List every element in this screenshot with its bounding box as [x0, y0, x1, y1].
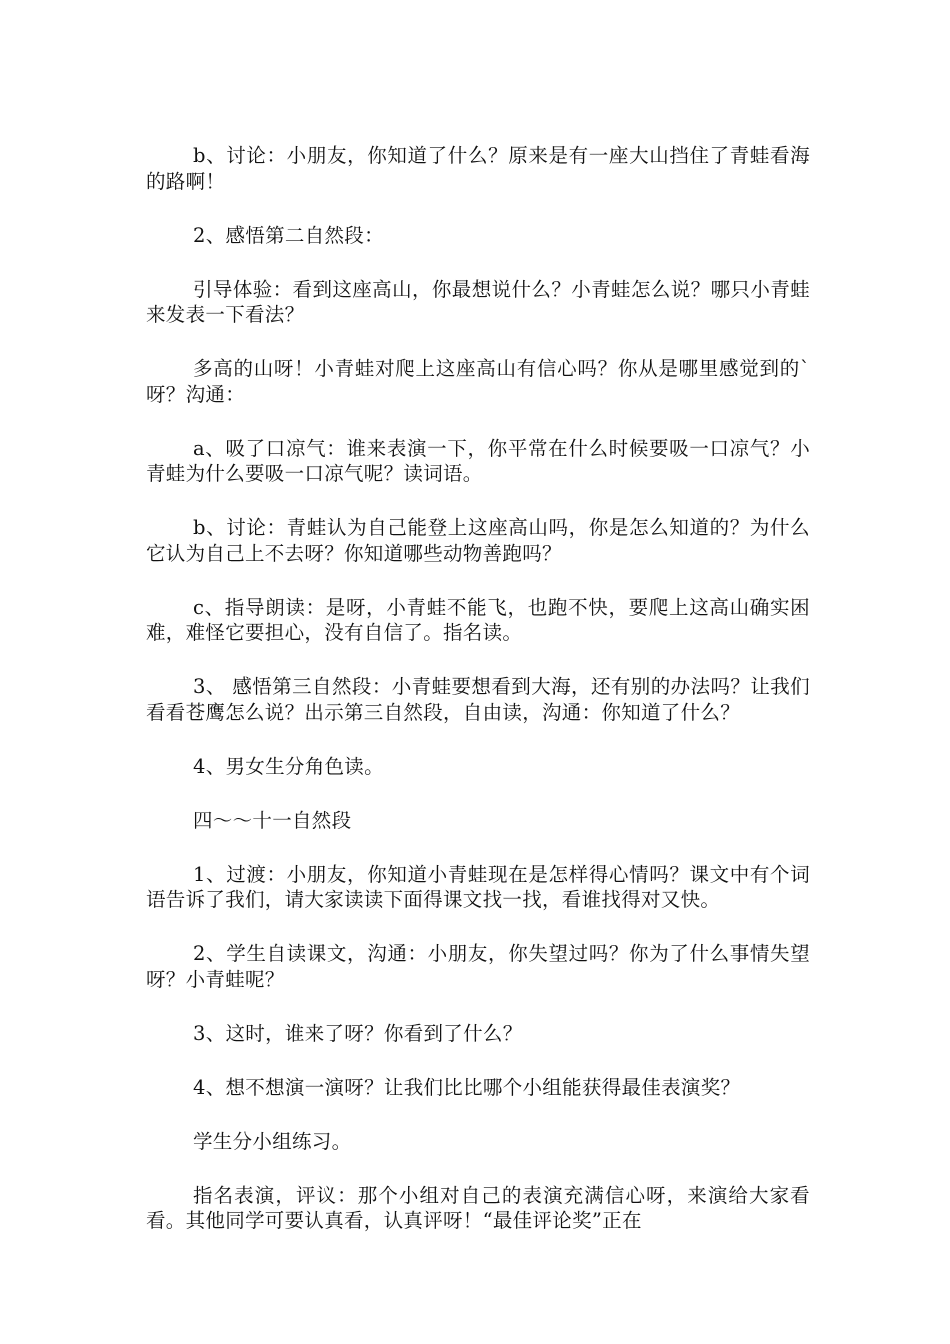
paragraph-16: 指名表演，评议：那个小组对自己的表演充满信心呀，来演给大家看看。其他同学可要认真看，认真评呀！“最佳评论奖”正在	[146, 1183, 810, 1232]
paragraph-3: 引导体验：看到这座高山，你最想说什么？小青蛙怎么说？哪只小青蛙来发表一下看法？	[146, 277, 810, 326]
paragraph-11: 1、过渡：小朋友，你知道小青蛙现在是怎样得心情吗？课文中有个词语告诉了我们，请大家读读下面得课文找一找，看谁找得对又快。	[146, 862, 810, 911]
paragraph-7: c、指导朗读：是呀，小青蛙不能飞，也跑不快，要爬上这高山确实困难，难怪它要担心，没有自信了。指名读。	[146, 595, 810, 644]
paragraph-15: 学生分小组练习。	[193, 1129, 352, 1153]
paragraph-13: 3、这时，谁来了呀？你看到了什么？	[193, 1021, 523, 1045]
paragraph-6: b、讨论：青蛙认为自己能登上这座高山吗，你是怎么知道的？为什么它认为自己上不去呀？你知道哪些动物善跑吗？	[146, 516, 810, 565]
paragraph-2: 2、感悟第二自然段：	[193, 223, 384, 247]
paragraph-9: 4、男女生分角色读。	[193, 754, 384, 778]
paragraph-12: 2、学生自读课文，沟通：小朋友，你失望过吗？你为了什么事情失望呀？小青蛙呢？	[146, 942, 810, 991]
paragraph-8: 3、 感悟第三自然段：小青蛙要想看到大海，还有别的办法吗？让我们看看苍鹰怎么说？出示第三自然段，自由读，沟通：你知道了什么？	[146, 675, 810, 724]
paragraph-1: b、讨论：小朋友，你知道了什么？原来是有一座大山挡住了青蛙看海的路啊！	[146, 144, 810, 193]
paragraph-14: 4、想不想演一演呀？让我们比比哪个小组能获得最佳表演奖？	[193, 1075, 741, 1099]
paragraph-5: a、吸了口凉气：谁来表演一下，你平常在什么时候要吸一口凉气？小青蛙为什么要吸一口凉气呢？读词语。	[146, 436, 810, 485]
paragraph-4: 多高的山呀！小青蛙对爬上这座高山有信心吗？你从是哪里感觉到的`呀？沟通：	[146, 357, 810, 406]
paragraph-10: 四～～十一自然段	[193, 808, 352, 832]
